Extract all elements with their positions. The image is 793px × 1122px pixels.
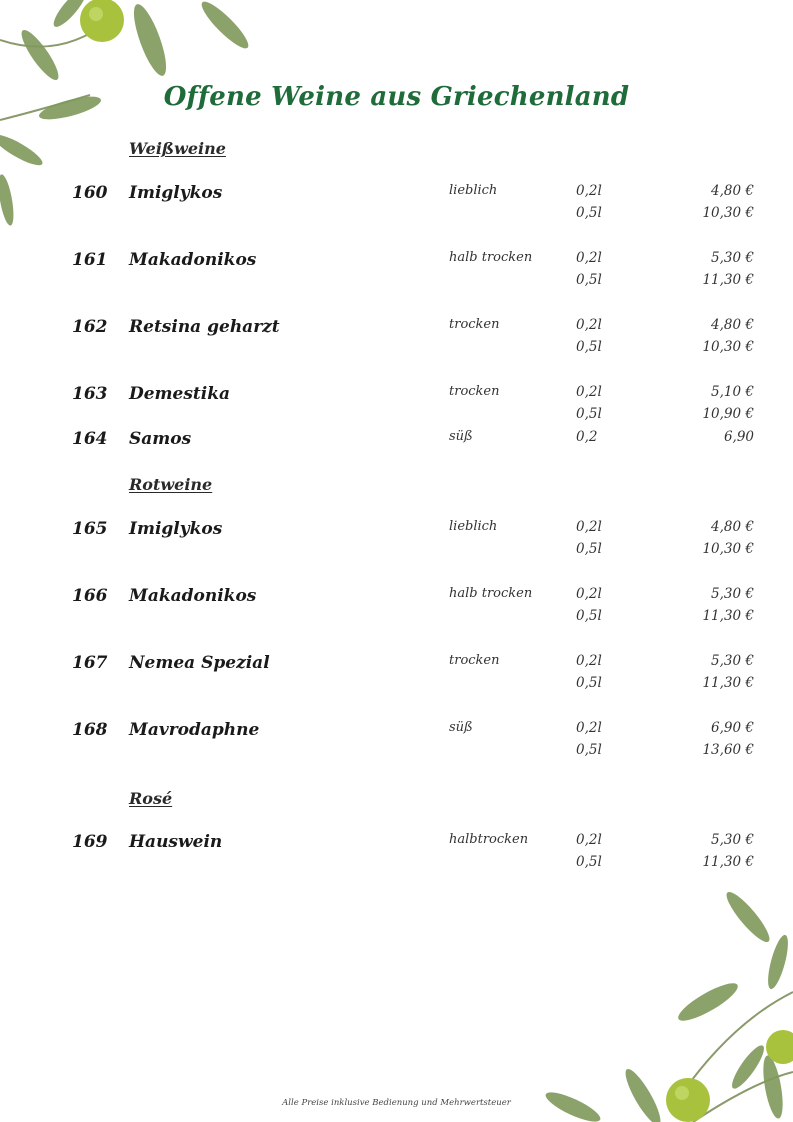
wine-size-large: 0,5l — [576, 608, 602, 624]
wine-item — [0, 519, 793, 569]
wine-size-small: 0,2l — [576, 384, 602, 400]
wine-price-large: 10,30 € — [702, 339, 754, 355]
wine-size-large: 0,5l — [576, 541, 602, 557]
wine-price-large: 10,90 € — [702, 406, 754, 422]
wine-name: Imiglykos — [129, 519, 223, 539]
wine-taste: halb trocken — [449, 586, 533, 601]
wine-price-large: 11,30 € — [702, 675, 754, 691]
wine-number: 169 — [72, 832, 108, 852]
wine-item — [0, 586, 793, 636]
wine-number: 167 — [72, 653, 108, 673]
wine-size-small: 0,2l — [576, 586, 602, 602]
wine-size-small: 0,2l — [576, 317, 602, 333]
wine-size-large: 0,5l — [576, 742, 602, 758]
wine-size-small: 0,2 — [576, 429, 598, 445]
olive-branch-decoration-bottom-right — [533, 872, 793, 1122]
wine-name: Samos — [129, 429, 192, 449]
wine-taste: trocken — [449, 653, 500, 668]
wine-price-small: 5,30 € — [711, 250, 754, 266]
wine-size-small: 0,2l — [576, 720, 602, 736]
wine-size-large: 0,5l — [576, 272, 602, 288]
wine-number: 165 — [72, 519, 108, 539]
wine-number: 162 — [72, 317, 108, 337]
wine-taste: trocken — [449, 317, 500, 332]
wine-name: Mavrodaphne — [129, 720, 260, 740]
wine-name: Imiglykos — [129, 183, 223, 203]
wine-item — [0, 832, 793, 882]
wine-item — [0, 429, 793, 479]
section-heading-white-wines: Weißweine — [129, 139, 226, 158]
wine-size-large: 0,5l — [576, 339, 602, 355]
wine-number: 161 — [72, 250, 108, 270]
wine-size-small: 0,2l — [576, 519, 602, 535]
wine-price-large: 10,30 € — [702, 205, 754, 221]
price-disclaimer-footer: Alle Preise inklusive Bedienung und Mehrwertsteuer — [282, 1098, 511, 1108]
wine-name: Retsina geharzt — [129, 317, 280, 337]
wine-taste: süß — [449, 720, 473, 735]
wine-item — [0, 317, 793, 367]
wine-size-small: 0,2l — [576, 183, 602, 199]
wine-price-small: 5,30 € — [711, 653, 754, 669]
wine-taste: halb trocken — [449, 250, 533, 265]
wine-price-small: 5,30 € — [711, 586, 754, 602]
wine-price-small: 5,10 € — [711, 384, 754, 400]
wine-item — [0, 250, 793, 300]
wine-name: Hauswein — [129, 832, 223, 852]
wine-price-large: 13,60 € — [702, 742, 754, 758]
wine-price-small: 4,80 € — [711, 317, 754, 333]
wine-price-small: 4,80 € — [711, 183, 754, 199]
wine-number: 163 — [72, 384, 108, 404]
wine-name: Makadonikos — [129, 250, 257, 270]
wine-size-small: 0,2l — [576, 250, 602, 266]
wine-taste: lieblich — [449, 183, 498, 198]
wine-price-small: 6,90 — [723, 429, 754, 445]
wine-taste: süß — [449, 429, 473, 444]
section-heading-rose-wines: Rosé — [129, 789, 173, 808]
wine-taste: trocken — [449, 384, 500, 399]
wine-price-small: 5,30 € — [711, 832, 754, 848]
wine-price-large: 11,30 € — [702, 272, 754, 288]
wine-number: 164 — [72, 429, 108, 449]
wine-taste: halbtrocken — [449, 832, 529, 847]
wine-name: Demestika — [129, 384, 231, 404]
menu-title: Offene Weine aus Griechenland — [163, 82, 630, 112]
wine-name: Makadonikos — [129, 586, 257, 606]
wine-price-small: 6,90 € — [711, 720, 754, 736]
wine-size-large: 0,5l — [576, 854, 602, 870]
wine-item — [0, 384, 793, 434]
wine-price-large: 11,30 € — [702, 854, 754, 870]
wine-price-large: 11,30 € — [702, 608, 754, 624]
wine-item — [0, 183, 793, 233]
wine-name: Nemea Spezial — [129, 653, 270, 673]
wine-size-large: 0,5l — [576, 675, 602, 691]
wine-number: 160 — [72, 183, 108, 203]
wine-taste: lieblich — [449, 519, 498, 534]
wine-price-large: 10,30 € — [702, 541, 754, 557]
wine-size-small: 0,2l — [576, 653, 602, 669]
wine-size-large: 0,5l — [576, 205, 602, 221]
wine-price-small: 4,80 € — [711, 519, 754, 535]
wine-number: 168 — [72, 720, 108, 740]
section-heading-red-wines: Rotweine — [129, 475, 213, 494]
wine-size-large: 0,5l — [576, 406, 602, 422]
wine-item — [0, 653, 793, 703]
wine-number: 166 — [72, 586, 108, 606]
wine-size-small: 0,2l — [576, 832, 602, 848]
wine-item — [0, 720, 793, 770]
